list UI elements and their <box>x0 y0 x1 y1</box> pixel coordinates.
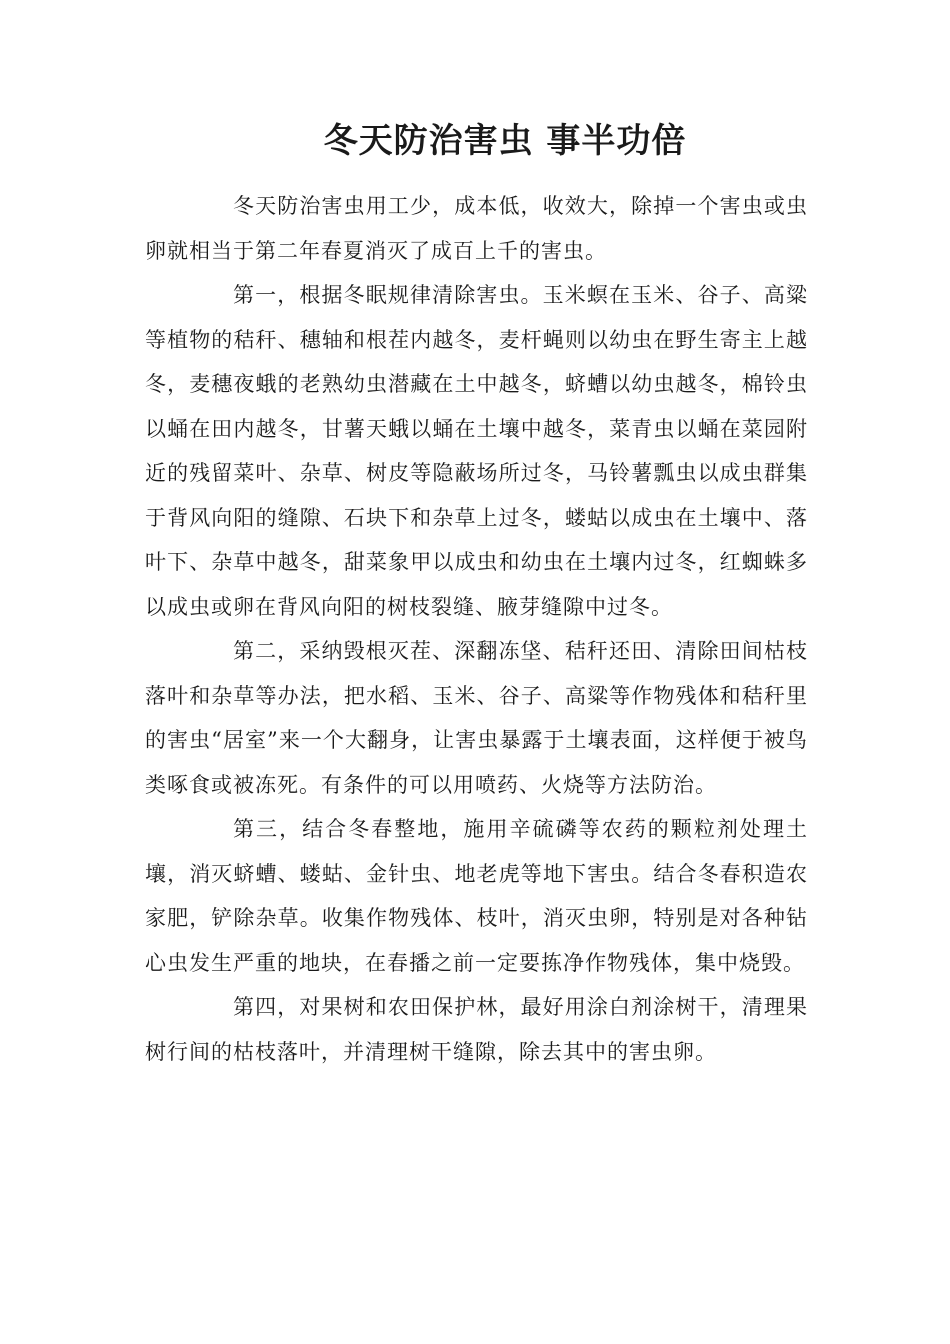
paragraph-step-four: 第四，对果树和农田保护林，最好用涂白剂涂树干，清理果树行间的枯枝落叶，并清理树干缝隙，除去其中的害虫卵。 <box>145 995 808 1064</box>
document-title: 冬天防治害虫 事半功倍 <box>323 121 687 161</box>
paragraph-step-one: 第一，根据冬眠规律清除害虫。玉米螟在玉米、谷子、高粱等植物的秸秆、穗轴和根茬内越冬，麦杆蝇则以幼虫在野生寄主上越冬，麦穗夜蛾的老熟幼虫潜藏在土中越冬，蛴螬以幼虫越冬，棉铃虫以蛹在田内越冬，甘薯天蛾以蛹在土壤中越冬，菜青虫以蛹在菜园附近的残留菜叶、杂草、树皮等隐蔽场所过冬，马铃薯瓢虫以成虫群集于背风向阳的缝隙、石块下和杂草上过冬，蝼蛄以成虫在土壤中、落叶下、杂草中越冬，甜菜象甲以成虫和幼虫在土壤内过冬，红蜘蛛多以成虫或卵在背风向阳的树枝裂缝、腋芽缝隙中过冬。 <box>145 283 808 619</box>
paragraph-step-two: 第二，采纳毁根灭茬、深翻冻垡、秸秆还田、清除田间枯枝落叶和杂草等办法，把水稻、玉米、谷子、高粱等作物残体和秸秆里的害虫“居室”来一个大翻身，让害虫暴露于土壤表面，这样便于被鸟类啄食或被冻死。有条件的可以用喷药、火烧等方法防治。 <box>145 639 808 797</box>
intro-paragraph: 冬天防治害虫用工少，成本低，收效大，除掉一个害虫或虫卵就相当于第二年春夏消灭了成百上千的害虫。 <box>145 194 808 263</box>
paragraph-step-three: 第三，结合冬春整地，施用辛硫磷等农药的颗粒剂处理土壤，消灭蛴螬、蝼蛄、金针虫、地老虎等地下害虫。结合冬春积造农家肥，铲除杂草。收集作物残体、枝叶，消灭虫卵，特别是对各种钻心虫发生严重的地块，在春播之前一定要拣净作物残体，集中烧毁。 <box>145 817 808 975</box>
document-body <box>145 184 808 1074</box>
